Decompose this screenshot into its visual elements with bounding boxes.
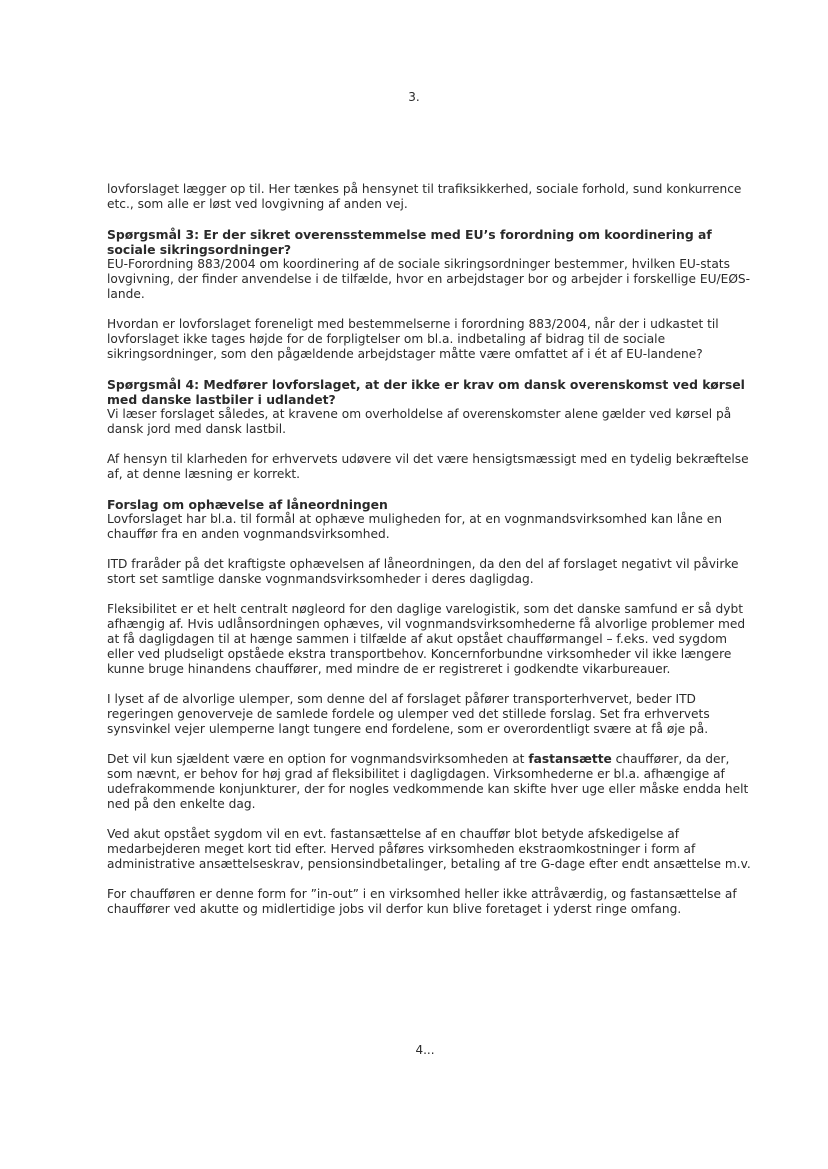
paragraph-reading: Vi læser forslaget således, at kravene om overholdelse af overenskomster alene gælder ved kørsel på dansk jord med dansk lastbil.: [107, 407, 732, 436]
page-number: 3.: [408, 90, 420, 104]
paragraph-confirmation: Af hensyn til klarheden for erhvervets udøvere vil det være hensigtsmæssigt med en tydelig bekræftelse af, at denne læsning er korrekt.: [107, 452, 749, 481]
paragraph-eu-regulation: EU-Forordning 883/2004 om koordinering af de sociale sikringsordninger bestemmer, hvilken EU-stats lovgivning, der finder anvendelse i de tilfælde, hvor en arbejdstager bor og arbejder i forskellige EU/EØS-lande.: [107, 257, 751, 301]
document-body: [107, 182, 752, 932]
paragraph-flexibility: Fleksibilitet er et helt centralt nøgleord for den daglige varelogistik, som det danske samfund er så dybt afhængig af. Hvis udlånsordningen ophæves, vil vognmandsvirksomhederne få alvorlige problemer med at få dagligdagen til at hænge sammen i tilfælde af akut opstået chaufførmangel – f.eks. ved sygdom eller ved pludseligt opståede ekstra transportbehov. Koncernforbundne virksomheder vil ikke længere kunne bruge hinandens chauffører, med mindre de er registreret i godkendte vikarbureauer.: [107, 602, 746, 676]
paragraph-compatibility-question: Hvordan er lovforslaget foreneligt med bestemmelserne i forordning 883/2004, når der i udkastet til lovforslaget ikke tages højde for de forpligtelser om bl.a. indbetaling af bidrag til de sociale sikringsordninger, som den pågældende arbejdstager måtte være omfattet af i ét af EU-landene?: [107, 317, 719, 361]
paragraph-permanent-hiring: [107, 752, 752, 812]
paragraph-proposal-purpose: Lovforslaget har bl.a. til formål at ophæve muligheden for, at en vognmandsvirksomhed kan låne en chauffør fra en anden vognmandsvirksomhed.: [107, 512, 722, 541]
heading-question-3: Spørgsmål 3: Er der sikret overensstemmelse med EU’s forordning om koordinering af sociale sikringsordninger?: [107, 227, 712, 257]
heading-loan-scheme: Forslag om ophævelse af låneordningen: [107, 497, 388, 512]
paragraph-driver-perspective: For chaufføren er denne form for ”in-out” i en virksomhed heller ikke attråværdig, og fastansættelse af chauffører ved akutte og midlertidige jobs vil derfor kun blive foretaget i yderst ringe omfang.: [107, 887, 737, 916]
paragraph-continuation: lovforslaget lægger op til. Her tænkes på hensynet til trafiksikkerhed, sociale forhold, sund konkurrence etc., som alle er løst ved lovgivning af anden vej.: [107, 182, 742, 211]
paragraph-sickness: Ved akut opstået sygdom vil en evt. fastansættelse af en chauffør blot betyde afskedigelse af medarbejderen meget kort tid efter. Herved påføres virksomheden ekstraomkostninger i form af administrative ansættelseskrav, pensionsindbetalinger, betaling af tre G-dage efter endt ansættelse m.v.: [107, 827, 751, 871]
text-fragment: Det vil kun sjældent være en option for vognmandsvirksomheden at: [107, 752, 529, 766]
text-fragment: chauffører, da der, som nævnt, er behov for høj grad af fleksibilitet i dagligdagen. Virksomhederne er bl.a. afhængige af udefrakommende konjunkturer, der for nogles vedkommende kan skifte hver uge eller måske endda helt ned på den enkelte dag.: [107, 752, 749, 811]
paragraph-itd-advice: ITD fraråder på det kraftigste ophævelsen af låneordningen, da den del af forslaget negativt vil påvirke stort set samtlige danske vognmandsvirksomheder i deres dagligdag.: [107, 557, 739, 586]
emphasis-fastansaette: fastansætte: [528, 752, 612, 766]
paragraph-reconsider: I lyset af de alvorlige ulemper, som denne del af forslaget påfører transporterhvervet, beder ITD regeringen genoverveje de samlede fordele og ulemper ved det stillede forslag. Set fra erhvervets synsvinkel vejer ulemperne langt tungere end fordelene, som er overordentligt svære at få øje på.: [107, 692, 710, 736]
next-page-indicator: 4...: [415, 1043, 435, 1057]
heading-question-4: Spørgsmål 4: Medfører lovforslaget, at der ikke er krav om dansk overenskomst ved kørsel med danske lastbiler i udlandet?: [107, 377, 745, 407]
